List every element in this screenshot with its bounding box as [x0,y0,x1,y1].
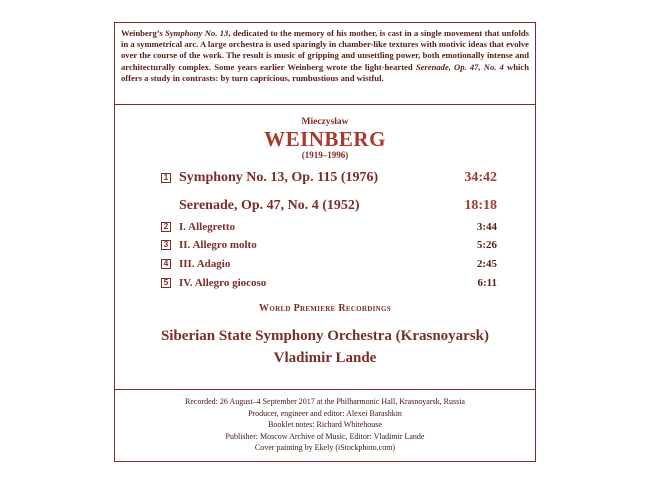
intro-work-title: Serenade, Op. 47, No. 4 [415,61,504,72]
track-number-box: 4 [161,259,171,269]
track-duration: 5:26 [476,239,497,251]
intro-text: which offers a study in contrasts: by turn capricious, rumbustious and wistful. [121,61,529,83]
intro-paragraph [121,28,529,84]
intro-text: Weinberg’s [121,28,166,38]
track-movement [161,236,497,254]
credit-line: Producer, engineer and editor: Alexei Barashkin [248,408,402,418]
track-title: Symphony No. 13, Op. 115 (1976) [179,170,379,185]
intro-work-title: Symphony No. 13 [165,28,229,38]
track-movement [161,255,497,273]
work-duration: 18:18 [464,198,497,213]
divider-bottom [115,389,535,390]
track-number-box: 5 [161,278,171,288]
track-symphony [161,169,497,187]
track-title: I. Allegretto [179,221,236,233]
track-number-box: 3 [161,240,171,250]
credit-line: Cover painting by Ekely (iStockphoto.com) [254,443,396,452]
work-serenade [161,197,497,215]
work-title: Serenade, Op. 47, No. 4 (1952) [179,198,360,213]
orchestra-name: Siberian State Symphony Orchestra (Krasnoyarsk) [160,328,490,344]
composer-first-name: Mieczysław [301,117,349,127]
composer-last-name: WEINBERG [264,127,386,151]
track-movement [161,274,497,292]
booklet-back-cover [114,22,536,462]
track-duration: 2:45 [476,258,497,270]
premiere-note: World Premiere Recordings [259,303,391,314]
conductor-name: Vladimir Lande [273,350,377,366]
track-number-box: 2 [161,222,171,232]
track-duration: 34:42 [464,170,497,185]
track-title: III. Adagio [179,258,231,270]
track-title: II. Allegro molto [179,239,257,251]
track-movement [161,218,497,236]
track-title: IV. Allegro giocoso [179,277,267,289]
credit-line: Publisher: Moscow Archive of Music, Editor: Vladimir Lande [225,431,425,441]
credit-line: Booklet notes: Richard Whitehouse [268,420,382,429]
track-duration: 6:11 [477,277,497,289]
credits-block [115,396,535,454]
credit-line: Recorded: 26 August–4 September 2017 at the Philharmonic Hall, Krasnoyarsk, Russia [185,397,465,406]
divider-top [115,104,535,105]
track-number-box: 1 [161,173,171,183]
track-duration: 3:44 [476,221,497,233]
intro-text: , dedicated to the memory of his mother, is cast in a single movement that unfolds in a symmetrical arc. A large orchestra is used sparingly in chamber-like textures with motivic ideas that evolve over the course of the work. The result is music of gripping and unsettling power, both emotionally intense and architecturally complex. Some years earlier Weinberg wrote the light-hearted [121,28,529,72]
composer-dates: (1919–1996) [301,150,349,160]
